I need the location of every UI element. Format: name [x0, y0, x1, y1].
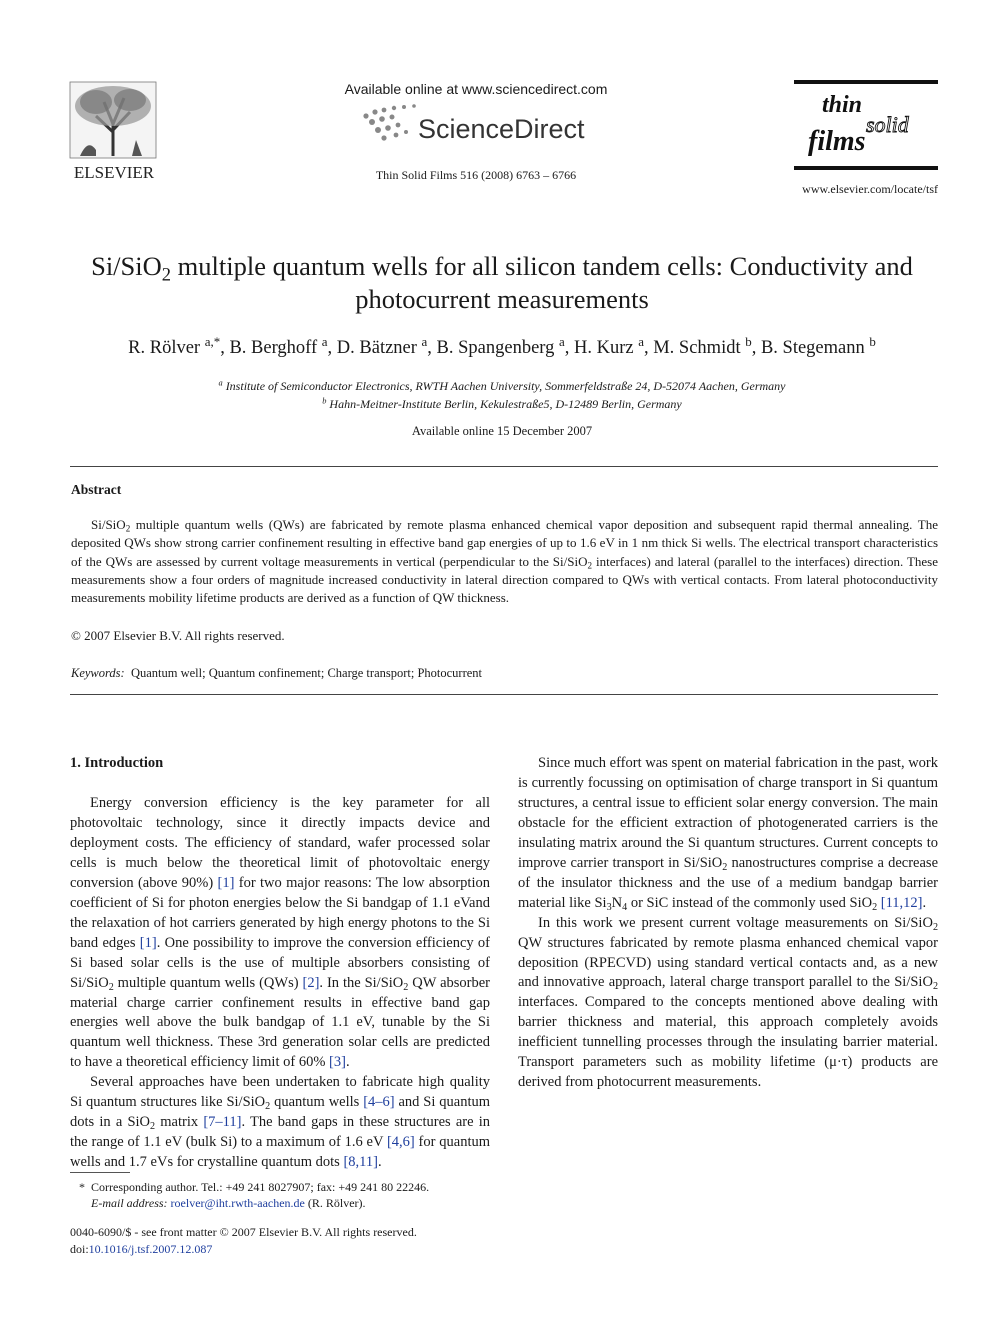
author-affiliation-mark[interactable]: b	[745, 333, 752, 349]
abstract-top-divider	[70, 466, 938, 467]
section-heading-introduction: 1. Introduction	[70, 755, 164, 771]
author-name: D. Bätzner	[336, 338, 417, 358]
keywords-list: Quantum well; Quantum confinement; Charge transport; Photocurrent	[130, 666, 483, 680]
journal-url-link[interactable]: www.elsevier.com/locate/tsf	[802, 182, 938, 196]
citation-link[interactable]: [11,12]	[880, 894, 923, 911]
abstract-text: Si/SiO$_2$ multiple quantum wells (QWs) are fabricated by remote plasma enhanced chemical vapor deposition and subsequent rapid thermal annealing. The deposited QWs show strong carrier confinement resulting in effective band gap energies of up to 1.6 eV in 1 nm thick Si wells. The electrical transport characteristics of the QWs are assessed by current voltage measurements in vertical (perpendicular to the Si/SiO$_2$ interfaces) and lateral (parallel to the interfaces) direction. These measurements show a four orders of magnitude increased conductivity in lateral direction compared to QWs with vertical contacts. From lateral photoconductivity measurements mobility lifetime products are derived as a function of QW thickness.	[71, 517, 938, 606]
sciencedirect-wordmark: ScienceDirect	[418, 114, 585, 144]
abstract-copyright: © 2007 Elsevier B.V. All rights reserved.	[71, 628, 285, 643]
footnote-divider	[70, 1172, 130, 1173]
article-title: Si/SiO$_2$ multiple quantum wells for all silicon tandem cells: Conductivity and photocurrent measurements	[91, 251, 913, 314]
author-email-link[interactable]: roelver@iht.rwth-aachen.de	[170, 1196, 305, 1210]
corresponding-author-footnote: * Corresponding author. Tel.: +49 241 8027907; fax: +49 241 80 22246. E-mail address: roelver@iht.rwth-aachen.de (R. Rölver).	[79, 1180, 430, 1210]
citation-link[interactable]: [8,11]	[343, 1154, 378, 1171]
author-name: M. Schmidt	[653, 338, 741, 358]
author-list: R. Rölver $^{a,*}$, B. Berghoff $^a$, D. Bätzner $^a$, B. Spangenberg $^a$, H. Kurz $^a$, M. Schmidt $^b$, B. Stegemann $^b$	[128, 333, 876, 358]
keywords-line	[71, 666, 482, 681]
citation-link[interactable]: [3]	[329, 1054, 346, 1071]
publisher-name: ELSEVIER	[73, 163, 155, 182]
thin-solid-films-logo	[794, 80, 938, 170]
page-footer: 0040-6090/$ - see front matter © 2007 Elsevier B.V. All rights reserved. doi:10.1016/j.tsf.2007.12.087	[70, 1225, 417, 1256]
sciencedirect-dots-icon	[363, 104, 415, 140]
citation-link[interactable]: [4–6]	[363, 1094, 395, 1111]
author-affiliation-mark[interactable]: a,*	[204, 333, 221, 349]
author-affiliation-mark[interactable]: a	[321, 333, 328, 349]
logo-word-thin: thin	[822, 92, 863, 118]
logo-word-films: films	[808, 126, 866, 157]
logo-word-solid: solid	[866, 112, 909, 137]
available-online-text[interactable]: Available online at www.sciencedirect.com	[344, 81, 608, 97]
intro-paragraph-4: In this work we present current voltage measurements on Si/SiO$_2$ QW structures fabricated by remote plasma enhanced chemical vapor deposition (RPECVD) using standard vertical contacts and, as a new and innovative approach, lateral charge transport parallel to the Si/SiO$_2$ interfaces. Compared to the concepts mentioned above dealing with barrier thickness and material, this approach completely avoids inefficient tunnelling processes through the insulating barrier material. Transport parameters such as mobility lifetime (μ·τ) products are derived from photocurrent measurements.	[518, 914, 938, 1091]
keywords-label: Keywords:	[71, 666, 125, 680]
citation-link[interactable]: [4,6]	[386, 1134, 415, 1151]
author-affiliation-mark[interactable]: b	[869, 333, 876, 349]
citation-link[interactable]: [1]	[139, 934, 157, 951]
author-name: H. Kurz	[574, 338, 634, 358]
sciencedirect-logo[interactable]	[356, 102, 596, 144]
body-column-left	[70, 794, 490, 1173]
intro-paragraph-2: Several approaches have been undertaken to fabricate high quality Si quantum structures like Si/SiO$_2$ quantum wells [4–6] and Si quantum dots in a SiO$_2$ matrix [7–11]. The band gaps in these structures are in the range of 1.1 eV (bulk Si) to a maximum of 1.6 eV [4,6] for quantum wells and 1.7 eVs for crystalline quantum dots [8,11].	[70, 1074, 491, 1171]
author-affiliation-mark[interactable]: a	[638, 333, 644, 349]
issn-line: 0040-6090/$ - see front matter © 2007 Elsevier B.V. All rights reserved.	[70, 1225, 417, 1239]
affiliation-a: $^a$ Institute of Semiconductor Electronics, RWTH Aachen University, Sommerfeldstraße 24, D-52074 Aachen, Germany	[218, 378, 786, 393]
citation-link[interactable]: [2]	[302, 974, 320, 991]
abstract-heading: Abstract	[71, 482, 122, 497]
author-name: B. Stegemann	[760, 338, 865, 358]
elsevier-tree-logo	[66, 80, 162, 182]
author-affiliation-mark[interactable]: a	[559, 333, 565, 349]
doi-link[interactable]: 10.1016/j.tsf.2007.12.087	[88, 1242, 213, 1256]
author-name: B. Spangenberg	[436, 338, 555, 358]
author-name: B. Berghoff	[229, 338, 318, 358]
affiliation-b: $^b$ Hahn-Meitner-Institute Berlin, Kekulestraße5, D-12489 Berlin, Germany	[322, 396, 682, 411]
intro-paragraph-3: Since much effort was spent on material fabrication in the past, work is currently focussing on optimisation of charge transport in Si quantum structures, a central issue to efficient solar energy conversion. The main obstacle for the efficient extraction of photogenerated carriers is the insulating matrix around the Si quantum structures. Current concepts to improve carrier transport in Si/SiO$_2$ nanostructures comprise a decrease of the insulator thickness and the use of a medium bandgap barrier material like $Si_3N_4$ or SiC instead of the commonly used SiO$_2$ [11,12].	[518, 755, 939, 913]
citation-link[interactable]: [7–11]	[203, 1114, 242, 1131]
intro-paragraph-1: Energy conversion efficiency is the key parameter for all photovoltaic technology, since it directly impacts device and deployment costs. The efficiency of standard, wafer processed solar cells is much below the theoretical limit of photovoltaic energy conversion (above 90%) [1] for two major reasons: The low absorption coefficient of Si for photon energies below the Si bandgap of 1.1 eVand the relaxation of hot carriers generated by high energy photons to the Si band edges [1]. One possibility to improve the conversion efficiency of Si based solar cells is the use of multiple absorbers consisting of Si/SiO$_2$ multiple quantum wells (QWs) [2]. In the Si/SiO$_2$ QW absorber material charge carrier confinement results in effective band gap energies well above the bulk bandgap of 1.1 eV, tunable by the Si quantum well thickness. These 3rd generation solar cells are predicted to have a theoretical efficiency limit of 60% [3].	[70, 795, 491, 1071]
body-column-right	[518, 754, 938, 1093]
author-name: R. Rölver	[128, 338, 201, 358]
abstract-bottom-divider	[70, 694, 938, 695]
citation-link[interactable]: [1]	[217, 874, 235, 891]
available-online-date: Available online 15 December 2007	[411, 424, 593, 438]
journal-citation: Thin Solid Films 516 (2008) 6763 – 6766	[375, 168, 577, 182]
author-affiliation-mark[interactable]: a	[421, 333, 428, 349]
